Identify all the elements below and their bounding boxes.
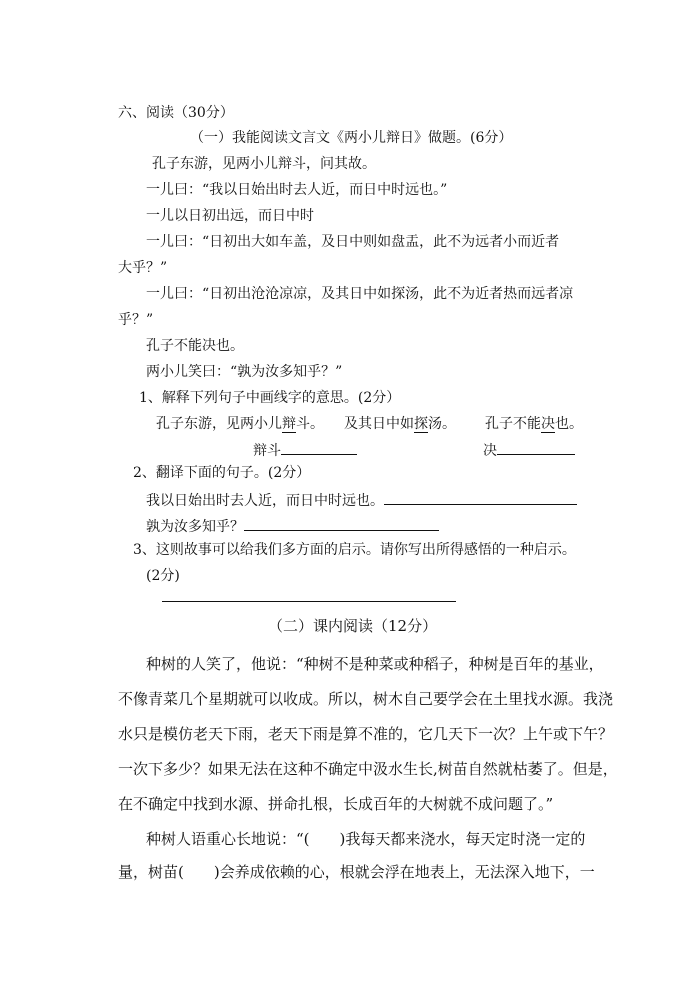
answer-blank[interactable]	[281, 440, 357, 455]
paragraph-line: 种树人语重心长地说：“( )我每天都来浇水，每天定时浇一定的	[146, 830, 586, 848]
question-1-prompt: 1、解释下列句子中画线字的意思。(2分）	[139, 390, 401, 406]
q2-sentence-1: 我以日始出时去人近，而日中时远也。	[146, 490, 577, 510]
underlined-char: 决	[541, 416, 555, 432]
underlined-char: 探	[414, 416, 428, 432]
part2-title: （二）课内阅读（12分）	[268, 617, 438, 635]
answer-blank[interactable]	[497, 440, 575, 455]
paragraph-line: 在不确定中找到水源、拼命扎根，长成百年的大树就不成问题了。”	[118, 795, 554, 813]
underlined-char: 辩	[282, 416, 296, 432]
answer-blank[interactable]	[384, 490, 577, 505]
passage-line: 一儿曰：“日初出大如车盖，及日中则如盘盂，此不为远者小而近者	[146, 234, 560, 250]
passage-line: 一儿以日初出远，而日中时	[146, 208, 314, 224]
answer-line[interactable]	[162, 601, 456, 602]
part1-title: （一）我能阅读文言文《两小儿辩日》做题。(6分）	[190, 130, 513, 146]
passage-line: 孔子不能决也。	[146, 338, 244, 354]
q1-answer-1: 辩斗	[253, 440, 357, 460]
section-heading: 六、阅读（30分）	[118, 105, 234, 121]
paragraph-line: 水只是模仿老天下雨，老天下雨是算不准的，它几天下一次？上午或下午？	[118, 725, 614, 743]
passage-line: 两小儿笑曰：“孰为汝多知乎？”	[146, 364, 343, 380]
q1-sentence-2: 及其日中如探汤。	[344, 416, 456, 432]
answer-blank[interactable]	[244, 516, 439, 531]
question-3-score: (2分)	[146, 568, 180, 584]
q1-sentence-1: 孔子东游，见两小儿辩斗。	[156, 416, 324, 432]
passage-line: 一儿曰：“日初出沧沧凉凉，及其日中如探汤，此不为近者热而远者凉	[146, 286, 574, 302]
q1-sentence-3: 孔子不能决也。	[485, 416, 583, 432]
paragraph-line: 种树的人笑了，他说：“种树不是种菜或种稻子，种树是百年的基业，	[146, 655, 604, 673]
q2-sentence-2: 孰为汝多知乎？	[146, 516, 439, 536]
question-2-prompt: 2、翻译下面的句子。(2分）	[133, 465, 311, 481]
paragraph-line: 不像青菜几个星期就可以收成。所以，树木自己要学会在土里找水源。我浇	[118, 690, 614, 708]
paragraph-line: 一次下多少？如果无法在这种不确定中汲水生长,树苗自然就枯萎了。但是，	[118, 760, 618, 778]
passage-line: 乎？”	[118, 312, 154, 328]
passage-line: 大乎？”	[118, 260, 168, 276]
question-3-prompt: 3、这则故事可以给我们多方面的启示。请你写出所得感悟的一种启示。	[133, 542, 576, 558]
q1-answer-2: 决	[483, 440, 575, 460]
paragraph-line: 量，树苗( )会养成依赖的心，根就会浮在地表上，无法深入地下，一	[118, 863, 595, 881]
passage-line: 一儿曰：“我以日始出时去人近，而日中时远也。”	[146, 182, 448, 198]
passage-line: 孔子东游，见两小儿辩斗，问其故。	[152, 156, 376, 172]
